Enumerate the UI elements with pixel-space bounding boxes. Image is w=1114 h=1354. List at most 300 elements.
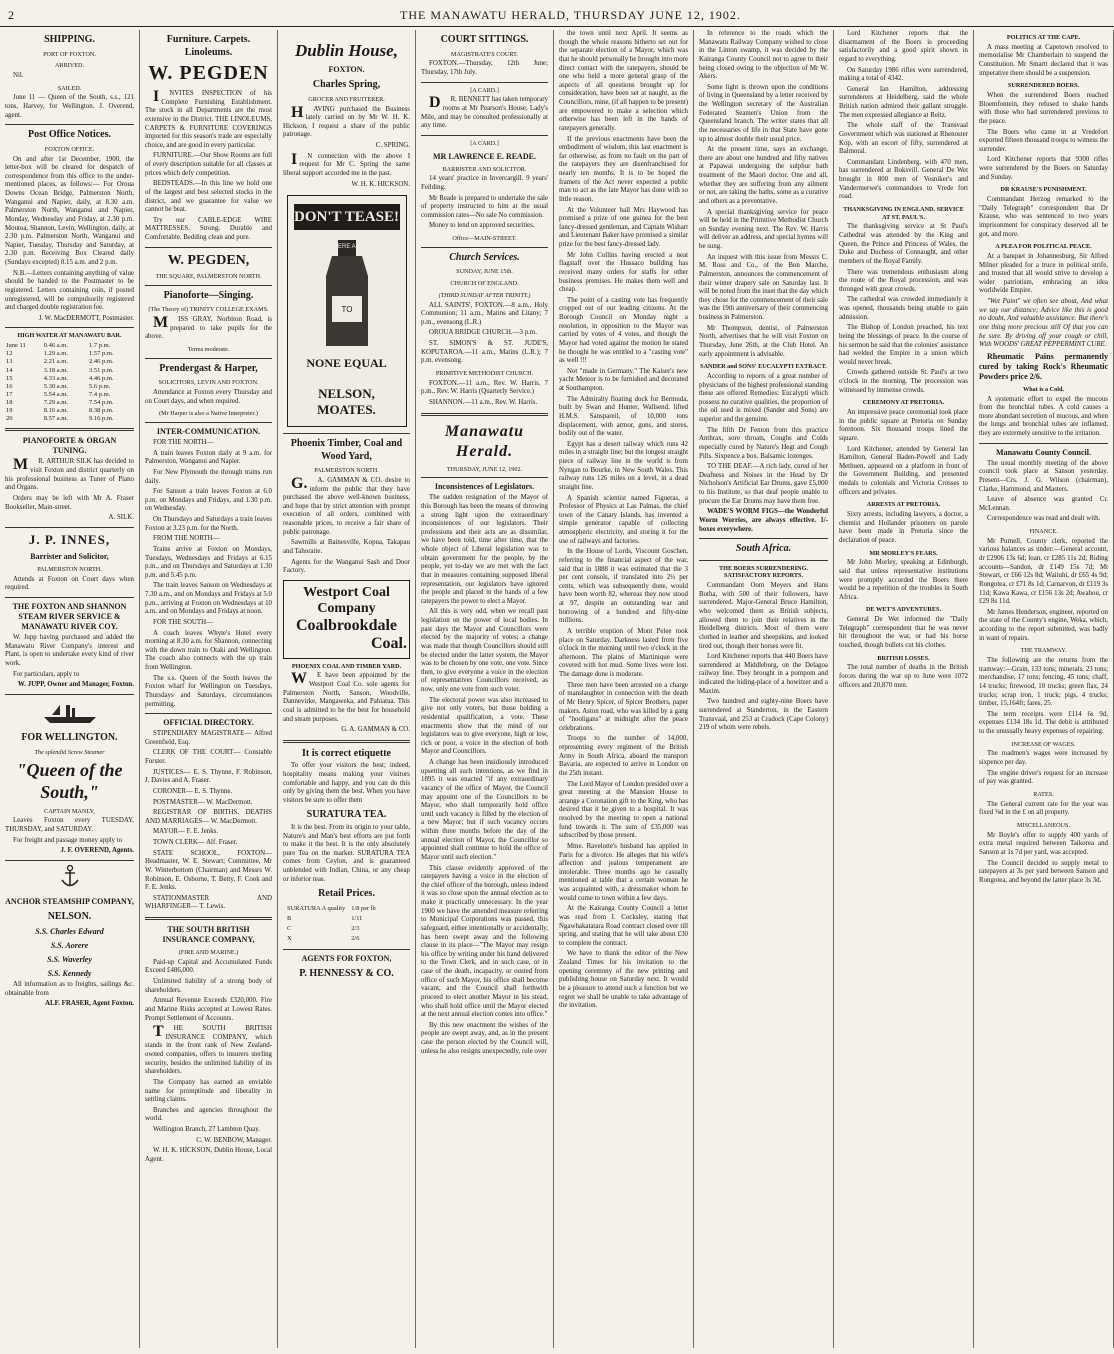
branches-text: Branches and agencies throughout the world.: [145, 1106, 272, 1123]
justices: JUSTICES— E. S. Thynne, F. Robinson, J. Davies and A. Fraser.: [145, 768, 272, 785]
attendance-text: Attendance at Foxton every Thursday and on Court days, and when required.: [145, 389, 272, 405]
tide-row: [5, 399, 134, 407]
col7-p10: Crowds gathered outside St. Paul's at two o'clock in the morning. The procession was witnessed by immense crowds.: [839, 369, 968, 394]
mayor: MAYOR— F. E. Jenks.: [153, 828, 219, 836]
col6-p4: A special thanksgiving service for peace will be held in the Primitive Methodist Church on Sunday evening next. The Rev. W. Harris will deliver an address, and special hymns will be sung.: [699, 208, 828, 250]
pegden-text: INVITES INSPECTION of his Complete Furnishing Establishment. The stock in all Departments are the most extensive in the District. THE LINOLEUMS, CARPETS & FURNITURE COVERINGS imported for this season's trade are especially choice, and are good in every particular.: [145, 88, 272, 149]
col5-p6: Not "made in Germany." The Kaiser's new yacht Meteor is to be furnished and decorated at Southampton.: [559, 367, 688, 392]
column-8: [974, 30, 1114, 1348]
col5-p16: At the Kairanga County Council a letter was read from I. Cocksley, stating that Ngawhakatatara Road contract closed over till spring, and stating that he will take about £30 to complete the contract.: [559, 905, 688, 947]
col8-p1: A mass meeting at Capetown resolved to memorialise Mr Chamberlain to suspend the Constitution. Mr Smartt declared that it was imperative there should be a suspension.: [979, 43, 1108, 77]
tide-row: [5, 415, 134, 423]
piano-text: MR. ARTHUR SILK has decided to visit Foxton and district quarterly on his professional business as Tuner of Piano and Organs.: [5, 456, 134, 492]
dont-tease-banner: DON'T TEASE!: [294, 204, 400, 230]
nelson-heading: NELSON.: [47, 910, 92, 922]
thursday-text: On Thursdays and Saturdays a train leaves Foxton at 3.23 p.m. for the North.: [145, 516, 272, 532]
port-heading: PORT OF FOXTON.: [43, 50, 96, 58]
col8-p3: The Boers who came in at Vredefort exported fifteen thousand troops to witness the surrender.: [979, 128, 1108, 153]
nelson-moates-text: NELSON, MOATES.: [317, 386, 376, 418]
finance-heading: FINANCE.: [1029, 528, 1058, 535]
col7-p1: Lord Kitchener reports that the disarmament of the Boers is proceeding satisfactorily and a good spirit shown in regard to everything.: [839, 30, 968, 63]
steam-text-2: For particulars, apply to: [13, 670, 80, 678]
tide-cell: 8.38 p.m.: [89, 407, 114, 415]
church-heading: Church Services.: [449, 251, 520, 263]
herald-title: Manawatu Herald.: [444, 422, 525, 460]
tide-cell: 5.30 a.m.: [43, 382, 68, 390]
tide-cell: 4.33 a.m.: [43, 374, 68, 382]
revenue-text: Annual Revenue Exceeds £320,000. Fire and Marine Risks accepted at Lowest Rates. Prompt Settlement of Accounts.: [145, 997, 272, 1022]
col7-p8: The cathedral was crowded immediately it was opened, thousands being unable to gain admission.: [839, 296, 968, 321]
arrived-text: Nil.: [13, 72, 24, 79]
column-7: [834, 30, 974, 1348]
tide-cell: 5.6 p.m.: [89, 382, 111, 390]
tide-row: [5, 350, 134, 358]
col8-p15: The roadmen's wages were increased by sixpence per day.: [979, 750, 1108, 766]
reade-text-2: Mr Reade is prepared to undertake the sale of property instructed to him at the usual commission rates—No sale No commission.: [421, 194, 548, 219]
tide-cell: 7.4 p.m.: [89, 390, 111, 398]
col5-p3: At the Volunteer ball Mrs Haywood has promised a prize of one guinea for the best fancy-dressed gentleman, and Captain Wishart and Lieutenant Baker have promised a similar prize for the best fancy-dressed lady.: [559, 206, 688, 248]
col6-p10: Commandant Oom Meyers and Hans Botha, with 500 of their followers, have surrendered. Major-General Bruce Hamilton, who welcomed them as British subjects, allowed them to join their relatives in the Heidelberg districts. Most of them were clothed in leather and sheepskins, and looked tired out, though their horses were fit.: [699, 582, 828, 650]
tide-cell: 20: [6, 415, 13, 423]
tide-cell: 19: [6, 407, 13, 415]
sailed-label: SAILED.: [57, 84, 82, 92]
col5-p12: Three men have been arrested on a charge of manslaughter in connection with the death of Mr Henry Spicer, of Spicer Brothers, paper makers. Aston road, who was killed by a gang of "hooligans" at midnight after the peace celebrations.: [559, 681, 688, 732]
plea-heading: A PLEA FOR POLITICAL PEACE.: [995, 243, 1092, 251]
col6-p3: At the present time, says an exchange, there are about one hundred and fifty natives at Papawai undergoing the sulphur bath treatment of the Maori doctor. One and all, whether they are suffering from any ailment or not, are taking the baths, some as a curative and others as a preventative.: [699, 146, 828, 205]
col7-p9: The Bishop of London preached, his text being the blessings of peace. In the course of his sermon he said that the colonies' assistance had welded the Empire in a union which would never break.: [839, 324, 968, 366]
tide-cell: 7.29 a.m.: [43, 399, 68, 406]
info-text: All information as to freights, sailings &c. obtainable from: [5, 981, 134, 997]
col7-p14: Mr John Morley, speaking at Edinburgh, said that unless representative institutions were promptly accorded the Boers there would be a repetition of the troubles in South Africa.: [839, 559, 968, 601]
stipendiary: STIPENDIARY MAGISTRATE— Alfred Greenfield, Esq.: [145, 730, 272, 746]
column-4: [416, 30, 554, 1348]
gray-text: MISS GRAY, Norbiton Road, is prepared to take pupils for the above.: [145, 314, 272, 341]
captain: CAPTAIN MANLY,: [44, 807, 95, 815]
retail-cell: 1/8 per lb: [351, 904, 376, 912]
arrived-label: ARRIVED.: [54, 62, 85, 70]
gammon-text: G.A. GAMMAN & CO. desire to inform the public that they have purchased the above well-known business, and hope that by strict attention with prompt execution of all orders, combined with reasonable prices, to receive a fair share of public patronage.: [283, 474, 410, 536]
phoenix-heading: Phoenix Timber, Coal and Wood Yard,: [290, 438, 403, 462]
retail-table: [283, 903, 380, 945]
tide-row: [5, 375, 134, 383]
column-3: [278, 30, 416, 1348]
col6-p11: Lord Kitchener reports that 440 Boers have surrendered at Middleburg, on the Delagoa railway line. They brought in a pompom and indicated the hiding-place of a howitzer and a Maxim.: [699, 653, 828, 695]
col6-p12: Two hundred and eighty-nine Boers have surrendered at Standerton, in the Eastern Transvaal, and 253 at Cradock (Cape Colony) 219 of whom were rebels.: [699, 698, 828, 732]
tide-cell: 12: [6, 350, 13, 358]
inter-heading: INTER-COMMUNICATION.: [156, 427, 261, 436]
column-2: [140, 30, 278, 1348]
magistrate-label: MAGISTRATE'S COURT.: [451, 50, 518, 58]
masthead: [0, 0, 1114, 27]
reade-heading: MR LAWRENCE E. READE.: [433, 151, 536, 161]
reade-text: 14 years' practice in Invercargill. 9 years' Feilding.: [421, 175, 548, 191]
england-label: CHURCH OF ENGLAND.: [450, 280, 519, 287]
clerk: CLERK OF THE COURT— Constable Forster.: [145, 749, 272, 765]
piano-text-2: Orders may be left with Mr A. Fraser Bookseller, Main-street.: [5, 494, 134, 511]
col8-p6: At a banquet in Johannesburg, Sir Alfred Milner pleaded for a truce in political strife, and trusted that all would strive to develop a wider patriotism, embracing an idea worldwide Empire.: [979, 252, 1108, 295]
from-north-label: FROM THE NORTH—: [153, 535, 220, 543]
tide-cell: 1.7 p.m.: [89, 342, 111, 350]
pegden-address: THE SQUARE, PALMERSTON NORTH.: [155, 273, 262, 281]
methodist-label: PRIMITIVE METHODIST CHURCH.: [435, 369, 534, 377]
col7-p12: Lord Kitchener, attended by General Ian Hamilton, General Baden-Powell and Lady Methuen, appeared on a platform in front of the Government Building, and presented medals to colonials and Victoria Crosses to officers and privates.: [839, 445, 968, 496]
dewet-heading: DE WET'S ADVENTURES.: [865, 606, 942, 614]
leader-p2: All this is very odd, when we recall past legislation on the power of local bodies. In past days the Mayor and Councillors were elected by the majority of votes; a change was made that though Councillors should still be elected under the latter system, the Mayor was to be chosen by one vote, one vote. Since then, to give everyone a voice in the election of representatives Councillors received, as now, only one vote from such voter.: [421, 608, 548, 693]
tide-cell: 3.18 a.m.: [43, 366, 68, 374]
insurance-text-2: The Company has earned an enviable name for promptitude and liberality in settling claims.: [145, 1078, 272, 1104]
innes-sub: Barrister and Solicitor,: [30, 552, 109, 561]
benbow-sign: C. W. BENBOW, Manager.: [196, 1136, 272, 1144]
col8-p9: Leave of absence was granted Cr. McLennan.: [979, 496, 1108, 512]
insurance-heading: THE SOUTH BRITISH INSURANCE COMPANY,: [162, 925, 255, 944]
col5-p11: A terrible eruption of Mont Pelee took place on Saturday. Darkness lasted from five o'clock in the morning until two o'clock in the afternoon. The plains of Martinique were covered with hot mud. Some lives were lost. The damage done is moderate.: [559, 627, 688, 678]
tide-cell: 16: [6, 382, 13, 390]
thanksgiving-heading: THANKSGIVING IN ENGLAND. SERVICE AT ST. PAUL'S.: [843, 205, 964, 221]
wellington-heading: FOR WELLINGTON.: [21, 732, 118, 744]
mattress-text: Try our CABLE-EDGE WIRE MATTRESSES. Strong, Durable and Comfortable. Bedding clean and pure.: [145, 216, 272, 241]
col5-p13: Troops to the number of 14,000, representing every regiment of the British Army in South Africa, aboard the transport Bavaria, are expected to arrive in London on the 25th instant.: [559, 735, 688, 777]
wade-text: WADE'S WORM FIGS—the Wonderful Worm Worries, are always effective. 1/- boxes everywhere.: [699, 508, 828, 533]
tide-cell: 2.21 a.m.: [43, 358, 68, 366]
coroner: CORONER— E. S. Thynne.: [153, 787, 233, 795]
sanson-arrival-text: The train leaves Sanson on Wednesdays at 7.30 a.m., and on Mondays and Fridays at 5.0 p.m., arriving at Foxton on Wednesdays at 10 a.m. and on Mondays and Fridays at noon.: [145, 582, 272, 616]
col7-p2: On Saturday 1986 rifles were surrendered, making a total of 4342.: [839, 66, 968, 83]
col6-p8: The fifth Dr Fenton from this practice Anthrax, sore throats, Coughs and Colds especially cured by Nature's Hegt and Cough Pills. Sixpence a box. Balsamic lozenges.: [699, 426, 828, 460]
phoenix-coal-label: PHOENIX COAL AND TIMBER YARD.: [291, 662, 402, 670]
theory-text: (The Theory of) TRINITY COLLEGE EXAMS.: [148, 306, 269, 314]
col5-p9: A Spanish scientist named Figueras, a Professor of Physics at Las Palmas, the chief town of the Canary Islands, has invented a simple generator capable of collecting atmospheric electricity, and storing it for the use of railways and factories.: [559, 494, 688, 545]
col8-p17: The General current rate for the year was fixed ⅝d in the £ on all property.: [979, 800, 1108, 817]
ship-name: S.S. Charles Edward: [35, 927, 104, 936]
tide-cell: 4.46 p.m.: [89, 374, 114, 382]
insurance-text: THE SOUTH BRITISH INSURANCE COMPANY, which stands in the front rank of New Zealand-owned companies, offers to insurers sterling security, besides the unlimited liability of its shareholders.: [145, 1023, 272, 1076]
col5-p17: We have to thank the editor of the New Zealand Times for his invitation to the opening ceremony of the new printing and publishing house on Saturday next. It would be a pleasure to attend such a function but we regret we shall be unable to take advantage of the invitation.: [559, 950, 688, 1010]
office-text: Office—MAIN-STREET.: [452, 235, 517, 242]
card-label-1: [A CARD.]: [470, 86, 499, 94]
page-number: 2: [8, 8, 15, 22]
north-label: FOR THE NORTH—: [153, 439, 214, 446]
solicitors-sub: SOLICITORS, LEVIN AND FOXTON.: [158, 379, 259, 387]
col5-p4: Mr John Collins having erected a neat flagstaff over the Hussaco building has received many orders for staffs for other business premises. He makes them well and cheap.: [559, 251, 688, 294]
col5-p10: In the House of Lords, Viscount Goschen, referring to the financial aspect of the war, said that in 1888 it was estimated that the 3 per cent consols, if translated into 2½ per cents, which was subsequently done, would have been worth 82, whereas they now stood at 97, despite an outstanding war and borrowing of a hundred and fifty-nine millions.: [559, 548, 688, 625]
overend: J. F. OVEREND, Agents.: [60, 847, 134, 855]
state-school: STATE SCHOOL, FOXTON— Headmaster, W. E. Stewart; Committee, Mr W. Winterbottom (Chairman) and Messrs W. Robinson, E. Osborne, T. Betty, F. Cook and F. E. Jenks.: [145, 849, 272, 892]
col7-p5: Commandant Lindenberg, with 470 men, has surrendered at Boksvill. General De Wet brought in 800 men of Vosniker's and Vandermerwe's commandoes to Vrede fort road.: [839, 158, 968, 201]
col5-p7: The Admiralty floating dock for Bermuda, built by Swan and Hunter, Wallsend, lifted H.M.S. Sanspareil, of 10,000 tons displacement, with armor, guns, and stores, bodily out of the water.: [559, 395, 688, 438]
plymouth-text: For New Plymouth the through trains run daily.: [145, 468, 272, 485]
furniture-heading: Furniture. Carpets. Linoleums.: [166, 34, 251, 58]
tide-cell: 8.16 a.m.: [43, 407, 68, 415]
tide-cell: June 11: [6, 342, 26, 350]
bottle-icon: [288, 236, 406, 352]
col8-p11: Mr Purnell, County clerk, reported the various balances as under:—General account, dr £2906 13s 6d; loan, cr £285 11s 2d; Riding accounts—Sandon, dr £149 15s 7d; Mt Stewart, cr £66 12s 8d; Waituhi, dr £65 4s 9d; Rongotea, cr £71 8s 1d; Carnarvon, dr £119 3s 11d; Kawa Kawa, cr £156 13s 2d; Awahou, cr £29 8s 11d.: [979, 537, 1108, 606]
postmaster: J. W. MacDERMOTT, Postmaster.: [38, 314, 134, 322]
town-clerk: TOWN CLERK— Alf. Fraser.: [153, 839, 238, 846]
innes-heading: J. P. INNES,: [28, 531, 111, 547]
agents-foxton: AGENTS FOR FOXTON,: [301, 953, 392, 963]
innes-text: Attends at Foxton on Court days when required.: [5, 575, 134, 592]
tide-cell: 5.54 a.m.: [43, 390, 68, 398]
leader-p3: The electoral power was also increased to give not only voters, but those holding a residential qualification, a vote. These enactments show that the mind of our legislators was to give everyone, high or low, rich or poor, a voice in the election of both Mayor and Councillors.: [421, 696, 548, 756]
there-are-text: THERE ARE: [329, 244, 364, 251]
card-label-2: [A CARD.]: [470, 139, 499, 147]
arrests-heading: ARRESTS AT PRETORIA.: [866, 501, 941, 509]
col7-p13: Sixty arrests, including lawyers, a doctor, a chemist and Hollander prisoners on parole have been made in Pretoria since the declaration of peace.: [839, 511, 968, 544]
westport-box: [283, 580, 410, 659]
anchor-heading: ANCHOR STEAMSHIP COMPANY,: [5, 896, 134, 906]
column-5: [554, 30, 694, 1348]
ship-name: S.S. Kennedy: [47, 969, 92, 978]
tide-cell: 14: [6, 366, 13, 374]
hickson-text: IN connection with the above I request for Mr C. Spring the same liberal support accorded me in the past.: [283, 150, 410, 177]
steam-text: W. Jupp having purchased and added the Manawatu River Company's interest and Plant, is open to undertake every kind of river work.: [5, 634, 134, 667]
to-text: TO: [341, 305, 352, 315]
steam-sign: W. JUPP, Owner and Manager, Foxton.: [17, 681, 134, 689]
hickson-sign-2: W. H. K. HICKSON.: [351, 180, 410, 188]
queen-south-text: The s.s. Queen of the South leaves the Foxton wharf for Wellington on Tuesdays, Thursdays and Saturdays, circumstances permitting.: [145, 674, 272, 708]
retail-heading: Retail Prices.: [318, 888, 375, 900]
harper-note: (Mr Harper is also a Native Interpreter.): [159, 410, 258, 418]
poem-text: "Wet Paint" we often see about, And what we say our distance; Advice like this is good no doubt, And valuable assistance. But there's one thing more precious still Of that you can be sure. By driving off your cough or chill, With WOODS' GREAT PEPPERMINT CURE.: [979, 298, 1108, 349]
col8-p10: Correspondence was read and dealt with.: [987, 515, 1101, 523]
court-text: FOXTON.—Thursday, 12th June; Thursday, 17th July.: [421, 60, 548, 76]
col7-p6: The thanksgiving service at St Paul's Cathedral was attended by the King and Queen, the Prince and Princess of Wales, the Duke and Duchess of Connaught, and other members of the Royal Family.: [839, 223, 968, 265]
col6-p6: Mr Thompson, dentist, of Palmerston North, advertises that he will visit Foxton on Thursday, June 26th, at the Club Hotel. An early appointment is advisable.: [699, 324, 828, 358]
tide-cell: 15: [6, 374, 13, 382]
retail-cell: B: [287, 914, 292, 922]
tide-cell: 3.51 p.m.: [89, 366, 114, 374]
sanson-text: For Sanson a train leaves Foxton at 6.0 p.m. on Mondays and Fridays, and 1.30 p.m. on Wednesday.: [145, 488, 272, 513]
hennessy: P. HENNESSY & CO.: [299, 967, 394, 979]
etiquette-text: To offer your visitors the best; indeed, hospitality means making your visitors comfortable and happy, and you can do this only by giving them the best. When you have visitors be sure to offer them: [283, 762, 410, 804]
shipping-heading: SHIPPING.: [44, 34, 95, 45]
post-office-text: On and after 1st December, 1900, the letter-box will be cleared for despatch of correspondence from this office to the under-mentioned places, as follows:— For Oroua Downs Ocean Bridge, Palmerston North, Wanganui and Napier, daily, at 8.30 a.m. Palmerston North, Wanganui and Napier, Monday, Wednesday and Friday, at 2.30 p.m. Moutoa, Shannon, Levin, Wellington, daily, at 2.30 p.m. Palmerston North, Wanganui and Napier, Tuesday, Thursday and Saturday, at 2.30 p.m. Receiving Box Cleared daily (Sundays excepted) 8.15 a.m. and 2 p.m.: [5, 155, 134, 266]
politics-heading: POLITICS AT THE CAPE.: [1006, 34, 1081, 41]
pegden-2: W. PEGDEN,: [167, 252, 250, 268]
retail-row: [285, 925, 378, 933]
capital-text: Paid-up Capital and Accumulated Funds Exceed £486,000.: [145, 958, 272, 975]
retail-cell: 2/3: [351, 924, 360, 932]
col7-p15: General De Wet informed the "Daily Telegraph" correspondent that he was never hit throughout the war, or had his horse touched, though bullets cut his clothes.: [839, 616, 968, 649]
col6-p5: An inquest with this issue from Messrs C. M. Ross and Co., of the Bon Marche, Palmerston, announces the commencement of their winter drapery sale on Saturday last. It will be noted from the inset that the day which they chose for the commencement of their sale was the 19th anniversary of their commencing business in Palmerston.: [699, 253, 828, 321]
anchor-icon: [5, 865, 134, 893]
col8-p19: The Council decided to supply metal to ratepayers at 3s per yard between Sanson and Rongotea, and beyond the latter place 3s 3d.: [979, 859, 1108, 884]
palmerston-label: PALMERSTON NORTH.: [314, 467, 379, 475]
tide-row: [5, 391, 134, 399]
hickson-sign: W. H. K. HICKSON, Dublin House, Local Agent.: [145, 1147, 272, 1163]
registrar: REGISTRAR OF BIRTHS, DEATHS AND MARRIAGES— W. MacDermott.: [145, 809, 272, 825]
from-north-text: Trains arrive at Foxton on Mondays, Tuesdays, Wednesdays and Fridays at 6.15 p.m., and on Thursdays and Saturdays at 1.30 p.m. and 5.45 p.m.: [145, 545, 272, 579]
krause-heading: DR KRAUSE'S PUNISHMENT.: [1000, 186, 1087, 194]
none-equal-text: NONE EQUAL: [306, 356, 387, 371]
col5-p15: Mme. Ravelotte's husband has applied in Paris for a divorce. He alleges that his wife's affection and jealous temperament are intolerable. Three months ago he casually mentioned at table that a certain woman he was acquainted with, a dressmaker whom he would come to town within a few days.: [559, 842, 688, 902]
herald-date: THURSDAY, JUNE 12, 1902.: [446, 465, 523, 473]
tide-row: [5, 358, 134, 366]
westport-sign: G. A. GAMMAN & CO.: [341, 726, 410, 734]
liability-text: Unlimited liability of a strong body of shareholders.: [145, 978, 272, 994]
all-saints-text: ALL SAINTS', FOXTON.—8 a.m., Holy Communion; 11 a.m., Matins and Litany; 7 p.m., evensong (L.R.): [421, 301, 548, 326]
post-office-sub: FOXTON OFFICE.: [44, 145, 95, 153]
tide-cell: 0.46 a.m.: [43, 342, 68, 350]
post-office-nb: N.B.—Letters containing anything of value should be handed to the Postmaster to be registered. Letters containing coin, if posted unregistered, will be compulsorily registered and charged double registration fee.: [5, 269, 134, 312]
retail-cell: SURATURA A quality: [287, 904, 346, 912]
suratura-heading: SURATURA TEA.: [306, 809, 387, 821]
col8-p12: Mr James Henderson, engineer, reported on the state of the County's engine, Weka, which, according to the report submitted, was badly in want of repairs.: [979, 608, 1108, 642]
westport-line-2: Coalbrookdale: [295, 616, 398, 634]
spring-text: HAVING purchased the Business lately carried on by Mr W. H. K. Hickson, I request a share of the public patronage.: [283, 103, 410, 139]
etiquette-heading: It is correct etiquette: [302, 747, 391, 759]
morley-heading: MR MORLEY'S FEARS.: [869, 549, 938, 557]
oroua-text: OROUA BRIDGE CHURCH.—3 p.m.: [429, 329, 537, 337]
col8-p2: When the surrendered Boers reached Bloemfontein, they refused to shake hands with those who had surrendered previous to the peace.: [979, 92, 1108, 125]
terms-text: Terms moderate.: [187, 346, 230, 353]
leader-p5: This clause evidently approved of the ratepayers having a voice in the election of the chief officer of the borough, unless indeed it was so close upon the annual election as to make it practically unnecessary. In the year 1900 we have the amended measure referring to Municipal Corporations was passed, this safeguard, either intentionally or accidentally, has been swept away and the following clause in its place—"The Mayor may resign his office by writing under his hand delivered to the Town Clerk, and in such case, or in case of the death, incapacity, or ousted from office of such Mayor, his office shall become vacant, and the Council shall forthwith proceed to elect another Mayor in his stead, who shall hold office until the Mayor elected at the next annual election comes into office.": [421, 864, 548, 1019]
sawmills-text: Sawmills at Bainesville, Kopua, Takapau and Tahoraite.: [283, 539, 410, 555]
col6-p7: According to reports of a great number of physicians of the highest professional standing these are offered Remedies: Eucalypti which possess no curative qualities, the proportion of the oil used is mixed (Sander and Sons) are superior and the genuine.: [699, 372, 828, 423]
shannon-text: SHANNON.—11 a.m., Rev. W. Harris.: [429, 398, 538, 406]
retail-cell: 2/6: [351, 934, 360, 942]
trinity-label: (THIRD SUNDAY AFTER TRINITY.): [438, 291, 531, 299]
leader-heading: Inconsistences of Legislators.: [434, 482, 535, 492]
col5-p8: Egypt has a desert railway which runs 42 miles in a straight line; but the longest straight piece of railway line in the world is from Nyngan to Bourke, in New South Wales. This railway runs 126 miles on a level, in a dead straight line.: [559, 440, 688, 491]
south-text: A coach leaves Whyte's Hotel every morning at 8.30 a.m. for Shannon, connecting with the down train to Otaki and Wellington. The coach also connects with the up train from Wellington.: [145, 629, 272, 671]
tide-cell: 2.46 p.m.: [89, 358, 114, 366]
col5-p1: the town until next April. It seems as though the whole reasons hitherto set out for the separate election of a Mayor, which was that he should personally be brought into more direct contact with the ratepayers, should be one who held a more general grasp of the aspects of all questions brought up for consideration, have been set at naught, as the Councillors, mine, (if all happen to be present) are empowered to make a selection which otherwise has been left in the hands of ratepayers generally.: [559, 30, 688, 132]
steam-heading: THE FOXTON AND SHANNON STEAM RIVER SERVICE & MANAWATU RIVER COY.: [12, 602, 127, 631]
foxton-label: FOXTON.: [328, 65, 365, 75]
ship-list: [5, 927, 134, 979]
col8-p16: The engine driver's request for an increase of pay was granted.: [979, 769, 1108, 786]
agents-text: Agents for the Wanganui Sash and Door Factory.: [283, 558, 410, 575]
ceremony-heading: CEREMONY AT PRETORIA.: [862, 399, 945, 407]
col8-p4: Lord Kitchener reports that 9300 rifles were surrendered by the Boers on Saturday and Sunday.: [979, 156, 1108, 181]
st-simon-text: ST. SIMON'S & ST. JUDE'S, KOPUTAROA.—11 a.m., Matins (L.R.); 7 p.m. evensong.: [421, 340, 548, 365]
tide-row: [5, 407, 134, 415]
westport-line-3: Coal.: [371, 635, 407, 653]
ship-name: S.S. Waverley: [47, 955, 92, 964]
grocer-label: GROCER AND FRUITERER.: [308, 95, 385, 103]
col8-p5: Commandant Herzog remarked to the "Daily Telegraph" correspondent that Dr Krause, who was sentenced to two years imprisonment for conspiracy deserved all he got, and more.: [979, 196, 1108, 238]
postmaster-dir: POSTMASTER— W. MacDermott.: [153, 798, 253, 806]
county-heading: Manawatu County Council.: [996, 447, 1091, 457]
furniture-text: FURNITURE.—Our Show Rooms are full of every description suitable for all classes at prices which defy competition.: [145, 152, 272, 177]
what-cold-heading: What is a Cold.: [1023, 385, 1064, 393]
tide-cell: 8.57 a.m.: [43, 415, 68, 423]
westport-line-1: Westport Coal Company: [303, 584, 390, 616]
retail-row: [285, 905, 378, 913]
tide-cell: 1.57 p.m.: [89, 350, 114, 358]
queen-title: "Queen of the South,": [16, 759, 123, 803]
court-heading: COURT SITTINGS.: [440, 34, 529, 45]
col5-p5: The point of a casting vote has frequently cropped out of our leading citizens. At the Borough Council on Monday night a resolution, in opposition to the Mayor was carried by votes of 4 votes, and though the Mayor had voted against the motion he stated he thought he was entitled to a "casting vote" as well !!!: [559, 296, 688, 365]
fraser-sign: ALF. FRASER, Agent Foxton.: [45, 1000, 134, 1008]
rheumatic-text: Rheumatic Pains permanently cured by taking Rock's Rheumatic Powders price 2/6.: [979, 351, 1108, 381]
wellington-branch: Wellington Branch, 27 Lambton Quay.: [153, 1126, 260, 1133]
piano-sign: A. SILK.: [108, 514, 134, 522]
retail-cell: X: [287, 934, 292, 942]
westport-text: WE have been appointed by the Westport Coal Co. sole agents for Palmerston North, Sanson, Woodville, Dannevirke, Mangaweka, and Pahiatua. This coal is admitted to be the best for household and steam purposes.: [283, 670, 410, 723]
tide-row: [5, 367, 134, 375]
tramway-heading: THE TRAMWAY.: [1020, 647, 1067, 655]
sunday-label: SUNDAY, JUNE 15th.: [456, 268, 513, 276]
money-text: Money to lend on approved securities.: [429, 222, 535, 230]
innes-place: PALMERSTON NORTH.: [37, 566, 102, 573]
tide-cell: 7.54 p.m.: [89, 399, 114, 406]
south-label: FOR THE SOUTH—: [153, 618, 213, 626]
col6-p1: In reference to the roads which the Manawatu Railway Company wished to close in the Linton swamp, it was decided by the Kairanga County Council not to agree to their being closed owing to the objection of Mr W. Akers.: [699, 30, 828, 81]
column-6: [694, 30, 834, 1348]
col7-p3: General Ian Hamilton, addressing surrenderers at Heidelberg, said the whole British nation admired their gallant struggle. The men expressed allegiance at Reitz.: [839, 85, 968, 119]
leader-p4: A change has been insidiously introduced upsetting all such intentions, as we find in 1895 it was enacted "if any extraordinary vacancy of the office of Mayor, the Council may appoint one of the Councillors to be Mayor, who shall temporarily hold office until such vacancy is filled by the election of a new Mayor; but if such vacancy occurs within three months before the day of the annual election of Mayor, the Councillor so appointed shall continue to hold the office of Mayor until such election.": [421, 759, 548, 861]
high-water-heading: HIGH WATER AT MANAWATU BAR.: [17, 332, 122, 340]
insurance-sub: (FIRE AND MARINE.): [178, 949, 239, 956]
dont-tease-ad: [287, 195, 407, 427]
tide-table: [5, 342, 134, 423]
tide-cell: 17: [6, 390, 13, 398]
masthead-title: THE MANAWATU HERALD, THURSDAY JUNE 12, 1902.: [400, 8, 741, 22]
directory-heading: OFFICIAL DIRECTORY.: [163, 718, 254, 728]
tide-row: [5, 383, 134, 391]
spring-heading: Charles Spring,: [312, 79, 381, 91]
tide-cell: 18: [6, 399, 13, 406]
boers-heading: THE BOERS SURRENDERING. SATISFACTORY REPORTS.: [719, 564, 808, 580]
retail-row: [285, 915, 378, 923]
tide-cell: 1.29 a.m.: [43, 350, 68, 358]
bennett-text: DR. BENNETT has taken temporary rooms at Mr Pearson's House, Lady's Mile, and may be consulted professionally at any time.: [421, 94, 548, 130]
losses-heading: BRITISH LOSSES.: [877, 654, 930, 662]
column-1: [0, 30, 140, 1348]
retail-cell: 1/11: [351, 914, 363, 922]
col8-p18: Mr Boyle's offer to supply 400 yards of extra metal required between Taikorea and Sanson at 1s 7d per yard, was accepted.: [979, 831, 1108, 856]
reade-sub: BARRISTER AND SOLICITOR.: [442, 165, 527, 173]
retail-row: [285, 935, 378, 943]
sander-heading: SANDER and SONS' EUCALYPTI EXTRACT.: [700, 363, 827, 371]
freight-text: For freight and passage money apply to: [13, 836, 123, 844]
north-text: A train leaves Foxton daily at 9 a.m. for Palmerston, Wanganui and Napier.: [145, 449, 272, 466]
screw-steamer: The splendid Screw Steamer: [34, 748, 105, 756]
methodist-text: FOXTON.—11 a.m., Rev. W. Harris. 7 p.m., Rev. W. Harris (Quarterly Service.): [421, 379, 548, 396]
ship-icon: [5, 699, 134, 729]
bedsteads-text: BEDSTEADS.—In this line we hold one of the largest and best selected stocks in the district, and we guarantee for value we cannot be beat.: [145, 180, 272, 214]
col8-p14: The term receipts were £114 6s 9d, expenses £134 18s 1d. The debit is attributed to the unusually heavy expenses of repairing.: [979, 710, 1108, 735]
sailed-text: June 11 — Queen of the South, s.s., 121 tons, Harvey, for Wellington. J. Overend, agent.: [5, 94, 134, 119]
col8-p8: The usual monthly meeting of the above council took place at Sanson yesterday. Present—Crs. J. G. Wilson (chairman), Clarke, Hammond, and Masters.: [979, 459, 1108, 493]
col5-p14: The Lord Mayor of London presided over a great meeting at the Mansion House to arrange a Coronation gift to the King, who has desired that it be given to a hospital. It was resolved by the meeting to open a national fund towards it. The sum of £35,000 was subscribed by those present.: [559, 780, 688, 840]
col6-p9: TO THE DEAF.—A rich lady, cured of her Deafness and Noises in the Head by Dr Nicholson's Artificial Ear Drums, gave £5,000 to his Institute, so that deaf people unable to procure the Ear Drums may have them free.: [699, 463, 828, 505]
south-africa-heading: South Africa.: [735, 543, 792, 555]
leader-p6: By this new enactment the wishes of the people are swept away, and, as in the present case the person elected by the Council will, unless he also resigns unexpectedly, rule over: [421, 1021, 548, 1055]
col7-p16: The total number of deaths in the British forces during the war up to June were 1072 officers and 20,870 men.: [839, 664, 968, 689]
col5-p2: If the previous enactments have been the embodiment of wisdom, this last enactment is far otherwise, as from no fault on the part of the ratepayers they are disenfranchised for nearly ten months. It is to be hoped the framers of the Act never expected a public man to act as the late Mayor has done with so little reason.: [559, 135, 688, 203]
leader-p1: The sudden resignation of the Mayor of this Borough has been the means of throwing a strong light upon the extraordinary inconsistences of our legislators. Their professions and their acts are as dissimilar, we have been told, time after time, that the whole object of Liberal legislation was to obtain government for the people, by the people, yet to-day we are met with the fact that in measures containing supposed liberal representation, our legislators have ignored the people and placed in the hands of a few ratepayers the power to elect a Mayor.: [421, 494, 548, 605]
rates-heading: RATES.: [1033, 790, 1054, 798]
post-office-heading: Post Office Notices.: [27, 129, 112, 141]
tide-row: [5, 342, 134, 350]
piano-heading: PIANOFORTE & ORGAN TUNING.: [22, 436, 117, 456]
station: STATIONMASTER AND WHARFINGER— T. Lewis.: [145, 894, 272, 911]
piano-singing-heading: Pianoforte—Singing.: [163, 289, 254, 301]
leaves-text: Leaves Foxton every TUESDAY, THURSDAY, and SATURDAY.: [5, 817, 134, 833]
tide-cell: 9.16 p.m.: [89, 415, 114, 423]
col7-p4: The whole staff of the Transvaal Government which was stationed at Rhenoster Kop, with an escort of fifty, surrendered at Balmoral.: [839, 122, 968, 156]
surrendered-heading: SURRENDERED BOERS.: [1007, 82, 1080, 90]
misc-heading: MISCELLANEOUS.: [1016, 821, 1071, 829]
suratura-text: It is the best. From its origin to your table, Nature's and Man's best efforts are put forth to make it the best. It is the only absolutely pure Tea on the market. SURATURA TEA comes from Ceylon, and is guaranteed unblended with Indian, China, or any cheap or inferior teas.: [283, 823, 410, 883]
col8-p7: A systematic effort to expel the mucous from the bronchial tubes. A cold causes a more abundant secretion of mucous, and when the lungs and bronchial tubes are inflamed, they are extremely sensitive to the irritation.: [979, 395, 1108, 437]
wages-heading: INCREASE OF WAGES.: [1011, 740, 1076, 748]
spring-sign: C. SPRING.: [375, 142, 410, 149]
col6-p2: Some light is thrown upon the conditions of living in Queensland by a letter received by the Wellington secretary of the Australian Federated Seamen's Union from the Queensland branch. The writer states that all the necessaries of life in that State have gone up to almost double their usual price.: [699, 83, 828, 143]
